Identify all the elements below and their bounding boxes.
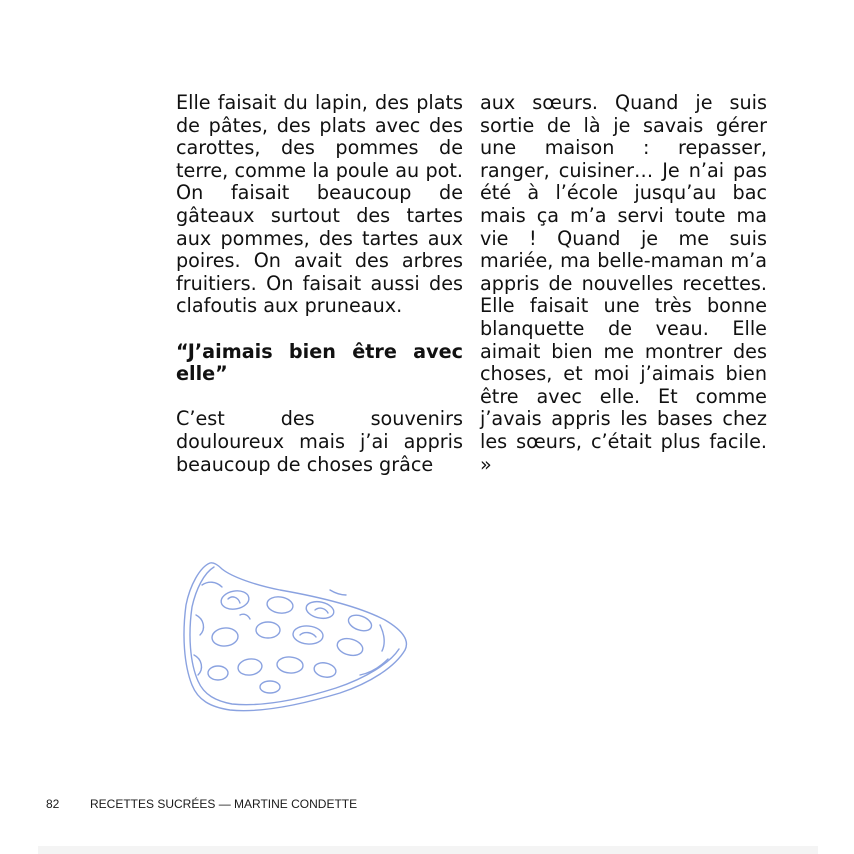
pie-slice-sketch-icon bbox=[170, 555, 415, 725]
page-number: 82 bbox=[46, 797, 60, 811]
right-column bbox=[480, 92, 767, 476]
body-paragraph: C’est des souvenirs douloureux mais j’ai appris beaucoup de choses grâce bbox=[176, 407, 463, 476]
running-title: RECETTES SUCRÉES — MARTINE CONDETTE bbox=[90, 797, 358, 811]
body-paragraph: aux sœurs. Quand je suis sortie de là je savais gérer une maison : repasser, ranger, cuisiner… Je n’ai pas été à l’école jusqu’au bac mais ça m’a servi toute ma vie ! Quand je me suis mariée, ma belle-maman m’a appris de nouvelles recettes. Elle faisait une très bonne blanquette de veau. Elle aimait bien me montrer des choses, et moi j’aimais bien être avec elle. Et comme j’avais appris les bases chez les sœurs, c’était plus facile. » bbox=[480, 91, 767, 476]
body-paragraph: Elle faisait du lapin, des plats de pâtes, des plats avec des carottes, des pommes de terre, comme la poule au pot. On faisait beaucoup de gâteaux surtout des tartes aux pommes, des tartes aux poires. On avait des arbres fruitiers. On faisait aussi des clafoutis aux pruneaux. bbox=[176, 91, 463, 318]
section-subheading: “J’aimais bien être avec elle” bbox=[176, 339, 463, 386]
page-footer bbox=[46, 797, 357, 811]
left-column bbox=[176, 92, 463, 476]
page-bottom-edge bbox=[38, 846, 818, 854]
